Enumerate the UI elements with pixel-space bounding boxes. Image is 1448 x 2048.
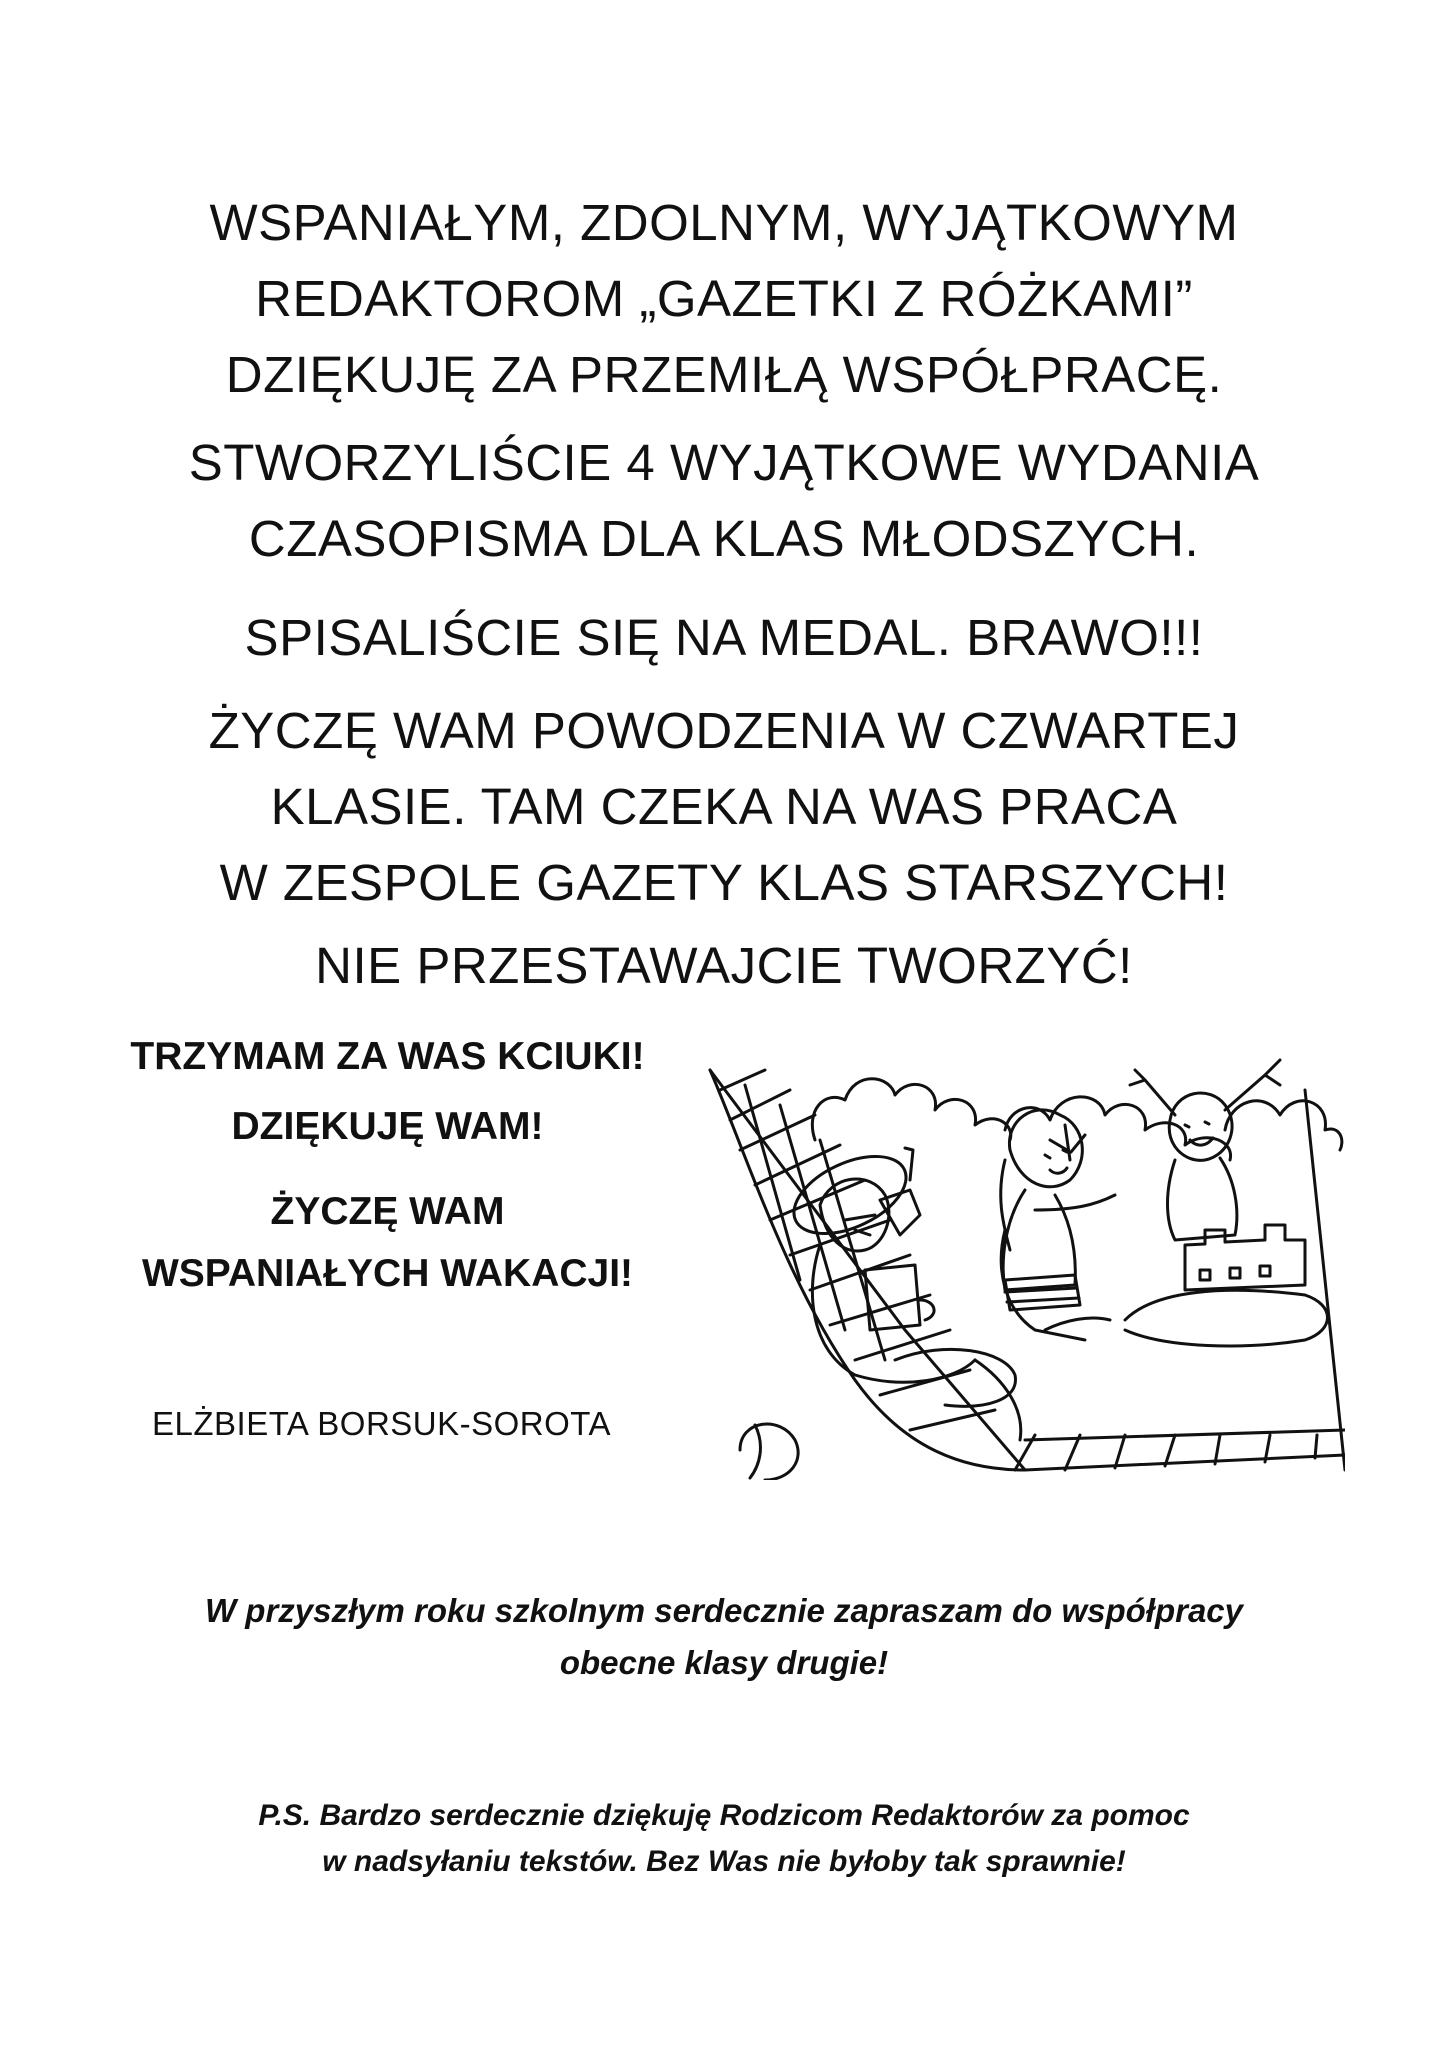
side-line-1: TRZYMAM ZA WAS KCIUKI! bbox=[130, 1035, 645, 1078]
invitation bbox=[0, 1585, 1448, 1689]
postscript-line-2: w nadsyłaniu tekstów. Bez Was nie byłoby tak sprawnie! bbox=[322, 1845, 1126, 1878]
medal-line: SPISALIŚCIE SIĘ NA MEDAL. BRAWO!!! bbox=[244, 609, 1204, 666]
invitation-line-1: W przyszłym roku szkolnym serdecznie zapraszam do współpracy bbox=[204, 1592, 1244, 1629]
thanks-line-3: DZIĘKUJĘ ZA PRZEMIŁĄ WSPÓŁPRACĘ. bbox=[225, 346, 1223, 403]
thanks-paragraph bbox=[0, 185, 1448, 413]
create-line: NIE PRZESTAWAJCIE TWORZYĆ! bbox=[315, 937, 1133, 994]
postscript-line-1: P.S. Bardzo serdecznie dziękuję Rodzicom Redaktorów za pomoc bbox=[258, 1799, 1190, 1832]
thanks-line-1: WSPANIAŁYM, ZDOLNYM, WYJĄTKOWYM bbox=[209, 194, 1239, 251]
wishes-line-1: ŻYCZĘ WAM POWODZENIA W CZWARTEJ bbox=[208, 702, 1240, 759]
wishes-line-2: KLASIE. TAM CZEKA NA WAS PRACA bbox=[270, 778, 1178, 835]
side-line-3: ŻYCZĘ WAM bbox=[270, 1190, 505, 1233]
wishes-paragraph bbox=[0, 693, 1448, 921]
thanks-line-2: REDAKTOROM „GAZETKI Z RÓŻKAMI” bbox=[255, 270, 1193, 327]
side-line-4: WSPANIAŁYCH WAKACJI! bbox=[141, 1252, 634, 1295]
editions-paragraph bbox=[0, 425, 1448, 577]
signature: ELŻBIETA BORSUK-SOROTA bbox=[152, 1405, 612, 1442]
editions-line-2: CZASOPISMA DLA KLAS MŁODSZYCH. bbox=[248, 510, 1200, 567]
editions-line-1: STWORZYLIŚCIE 4 WYJĄTKOWE WYDANIA bbox=[188, 434, 1260, 491]
summer-kids-hammock-illustration bbox=[705, 1030, 1345, 1480]
side-line-2: DZIĘKUJĘ WAM! bbox=[231, 1105, 544, 1148]
wishes-line-3: W ZESPOLE GAZETY KLAS STARSZYCH! bbox=[219, 854, 1229, 911]
invitation-line-2: obecne klasy drugie! bbox=[559, 1644, 889, 1681]
medal-paragraph bbox=[0, 600, 1448, 676]
postscript bbox=[0, 1793, 1448, 1885]
create-paragraph bbox=[0, 928, 1448, 1004]
